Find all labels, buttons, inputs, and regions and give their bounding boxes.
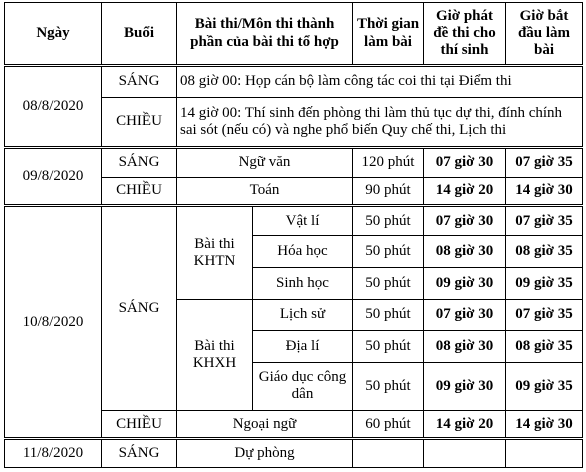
combined-exam-cell: Bài thi KHXH xyxy=(177,299,253,410)
start-time-cell: 14 giờ 30 xyxy=(506,411,583,439)
table-row xyxy=(5,148,583,177)
session-cell: SÁNG xyxy=(102,205,177,410)
duration-cell: 50 phút xyxy=(353,362,424,410)
subject-cell: Lịch sử xyxy=(253,299,353,331)
date-cell: 08/8/2020 xyxy=(5,66,102,148)
session-cell: SÁNG xyxy=(102,66,177,98)
header-bai-thi: Bài thi/Môn thi thành phần của bài thi tổ hợp xyxy=(177,3,353,66)
subject-cell: Toán xyxy=(177,177,353,205)
duration-cell: 50 phút xyxy=(353,299,424,331)
duration-cell: 50 phút xyxy=(353,331,424,363)
header-thoi-gian: Thời gian làm bài xyxy=(353,3,424,66)
subject-cell: Ngữ văn xyxy=(177,148,353,177)
date-cell: 10/8/2020 xyxy=(5,205,102,438)
start-time-cell: 07 giờ 35 xyxy=(506,299,583,331)
handout-time-cell: 07 giờ 30 xyxy=(424,205,506,236)
subject-cell: Ngoại ngữ xyxy=(177,411,353,439)
session-cell: CHIỀU xyxy=(102,97,177,147)
header-buoi: Buổi xyxy=(102,3,177,66)
header-gio-bat-dau: Giờ bắt đầu làm bài xyxy=(506,3,583,66)
duration-cell: 90 phút xyxy=(353,177,424,205)
start-time-cell: 14 giờ 30 xyxy=(506,177,583,205)
empty-cell xyxy=(506,439,583,468)
handout-time-cell: 07 giờ 30 xyxy=(424,148,506,177)
subject-cell: Sinh học xyxy=(253,268,353,300)
subject-cell: Giáo dục công dân xyxy=(253,362,353,410)
start-time-cell: 07 giờ 35 xyxy=(506,205,583,236)
duration-cell: 50 phút xyxy=(353,268,424,300)
handout-time-cell: 14 giờ 20 xyxy=(424,411,506,439)
table-row xyxy=(5,205,583,236)
subject-cell: Hóa học xyxy=(253,236,353,268)
session-cell: CHIỀU xyxy=(102,411,177,439)
combined-exam-cell: Bài thi KHTN xyxy=(177,205,253,299)
handout-time-cell: 07 giờ 30 xyxy=(424,299,506,331)
session-cell: SÁNG xyxy=(102,439,177,468)
exam-schedule-table xyxy=(4,2,583,468)
session-cell: SÁNG xyxy=(102,148,177,177)
empty-cell xyxy=(353,439,424,468)
handout-time-cell: 08 giờ 30 xyxy=(424,331,506,363)
session-cell: CHIỀU xyxy=(102,177,177,205)
subject-cell: Địa lí xyxy=(253,331,353,363)
duration-cell: 120 phút xyxy=(353,148,424,177)
table-row xyxy=(5,66,583,98)
handout-time-cell: 09 giờ 30 xyxy=(424,362,506,410)
subject-cell: Vật lí xyxy=(253,205,353,236)
duration-cell: 60 phút xyxy=(353,411,424,439)
empty-cell xyxy=(424,439,506,468)
start-time-cell: 09 giờ 35 xyxy=(506,268,583,300)
subject-cell: Dự phòng xyxy=(177,439,353,468)
handout-time-cell: 08 giờ 30 xyxy=(424,236,506,268)
header-gio-phat-de: Giờ phát đề thi cho thí sinh xyxy=(424,3,506,66)
start-time-cell: 08 giờ 35 xyxy=(506,236,583,268)
handout-time-cell: 09 giờ 30 xyxy=(424,268,506,300)
note-cell: 14 giờ 00: Thí sinh đến phòng thi làm thủ tục dự thi, đính chính sai sót (nếu có) và nghe phổ biến Quy chế thi, Lịch thi xyxy=(177,97,583,147)
note-cell: 08 giờ 00: Họp cán bộ làm công tác coi thi tại Điểm thi xyxy=(177,66,583,98)
duration-cell: 50 phút xyxy=(353,236,424,268)
start-time-cell: 07 giờ 35 xyxy=(506,148,583,177)
duration-cell: 50 phút xyxy=(353,205,424,236)
start-time-cell: 08 giờ 35 xyxy=(506,331,583,363)
handout-time-cell: 14 giờ 20 xyxy=(424,177,506,205)
header-ngay: Ngày xyxy=(5,3,102,66)
table-row xyxy=(5,439,583,468)
start-time-cell: 09 giờ 35 xyxy=(506,362,583,410)
header-row xyxy=(5,3,583,66)
date-cell: 09/8/2020 xyxy=(5,148,102,206)
date-cell: 11/8/2020 xyxy=(5,439,102,468)
